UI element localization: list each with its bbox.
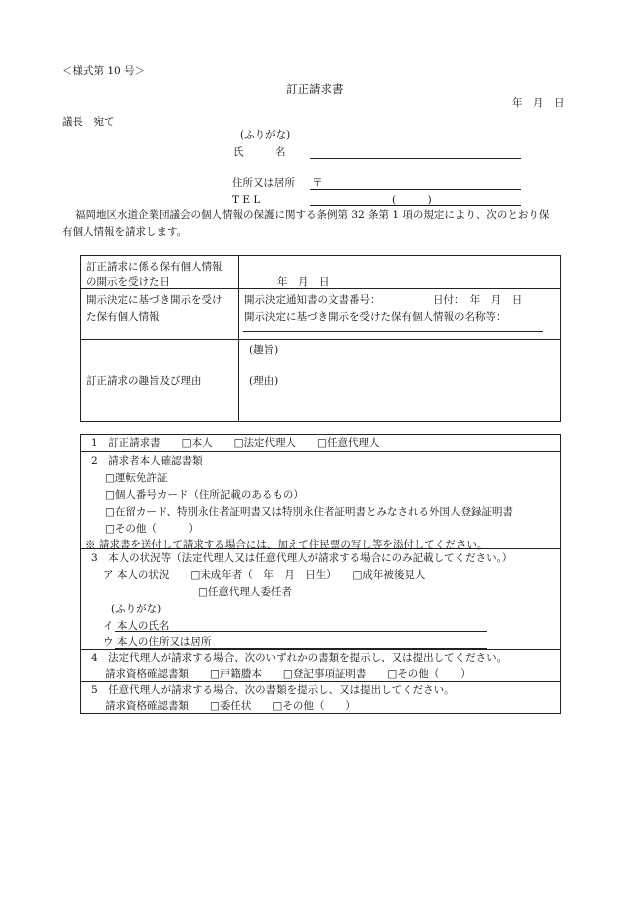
principal-furigana-label: (ふりがな)	[111, 603, 162, 615]
tel-label: T E L	[232, 194, 261, 206]
tel-input-line[interactable]	[310, 205, 521, 206]
name-input-line[interactable]	[310, 158, 521, 159]
requester-info-table	[80, 434, 561, 714]
address-input-line[interactable]	[310, 189, 521, 190]
purpose-label: (趣旨)	[249, 344, 279, 356]
id-doc-mynumber-checkbox[interactable]: □個人番号カード（住所記載のあるもの）	[105, 489, 304, 501]
tel-area-paren: ( )	[392, 194, 432, 206]
disclosed-date-label-a: 訂正請求に係る保有個人情報	[86, 261, 223, 273]
postal-mark: 〒	[312, 177, 323, 189]
principal-name-line[interactable]	[115, 631, 487, 632]
request-type-options[interactable]: 1 訂正請求書 □本人 □法定代理人 □任意代理人	[91, 437, 380, 449]
legal-agent-docs-title: 4 法定代理人が請求する場合、次のいずれかの書類を提示し、又は提出してください。	[91, 652, 508, 664]
form-number: ＜様式第 10 号＞	[62, 65, 146, 77]
date-field[interactable]: 年 月 日	[512, 97, 565, 109]
disclosed-info-cell[interactable]	[239, 289, 561, 340]
reason-label: (理由)	[249, 375, 279, 387]
section-5-cell	[81, 682, 561, 714]
voluntary-agent-docs-title: 5 任意代理人が請求する場合、次の書類を提示し、又は提出してください。	[91, 684, 455, 696]
disclosed-date-label-b: の開示を受けた日	[86, 276, 170, 288]
disclosed-info-label-b: た保有個人情報	[86, 311, 160, 323]
notice-date-label: 日付： 年 月 日	[433, 294, 523, 306]
id-doc-other-checkbox[interactable]: □その他（ ）	[105, 523, 199, 535]
disclosed-info-name-line[interactable]	[243, 331, 543, 332]
section-3-cell	[81, 549, 561, 650]
purpose-reason-label-cell	[81, 340, 239, 422]
address-label: 住所又は居所	[232, 177, 295, 189]
principal-status-options[interactable]: ア 本人の状況 □未成年者（ 年 月 日生） □成年被後見人	[103, 569, 426, 581]
purpose-reason-cell[interactable]	[239, 340, 561, 422]
id-doc-license-checkbox[interactable]: □運転免許証	[105, 472, 168, 484]
correction-detail-table	[80, 255, 561, 422]
mail-request-note: ※ 請求書を送付して請求する場合には、加えて住民票の写し等を添付してください。	[85, 539, 488, 551]
intro-line-2: 有個人情報を請求します。	[62, 226, 188, 238]
principal-address-label: ウ 本人の住所又は居所	[103, 636, 212, 648]
disclosed-info-label-a: 開示決定に基づき開示を受け	[86, 294, 223, 306]
page-title: 訂正請求書	[286, 82, 344, 96]
section-4-cell	[81, 650, 561, 682]
id-docs-title: 2 請求者本人確認書類	[91, 455, 203, 467]
disclosed-date-cell[interactable]	[239, 256, 561, 289]
addressee: 議長 宛て	[62, 116, 115, 128]
notice-doc-number-label: 開示決定通知書の文書番号：	[244, 294, 381, 306]
furigana-label: (ふりがな)	[240, 129, 291, 141]
disclosed-date-label-cell	[81, 256, 239, 289]
principal-delegator-checkbox[interactable]: □任意代理人委任者	[198, 586, 292, 598]
principal-name-label: イ 本人の氏名	[103, 620, 170, 632]
section-1-cell	[81, 435, 561, 452]
purpose-reason-label: 訂正請求の趣旨及び理由	[86, 375, 202, 387]
legal-agent-docs-options[interactable]: 請求資格確認書類 □戸籍謄本 □登記事項証明書 □その他（ ）	[105, 668, 471, 680]
principal-status-title: 3 本人の状況等（法定代理人又は任意代理人が請求する場合にのみ記載してください。）	[91, 552, 513, 564]
disclosed-date-value: 年 月 日	[277, 276, 330, 288]
disclosed-info-label-cell	[81, 289, 239, 340]
voluntary-agent-docs-options[interactable]: 請求資格確認書類 □委任状 □その他（ ）	[105, 700, 356, 712]
name-label: 氏 名	[233, 146, 286, 158]
id-doc-residence-card-checkbox[interactable]: □在留カード、特別永住者証明書又は特別永住者証明書とみなされる外国人登録証明書	[105, 506, 513, 518]
disclosed-info-name-label: 開示決定に基づき開示を受けた保有個人情報の名称等：	[244, 311, 507, 323]
intro-line-1: 福岡地区水道企業団議会の個人情報の保護に関する条例第 32 条第 1 項の規定により、次のとおり保	[75, 209, 550, 221]
section-2-cell	[81, 452, 561, 549]
